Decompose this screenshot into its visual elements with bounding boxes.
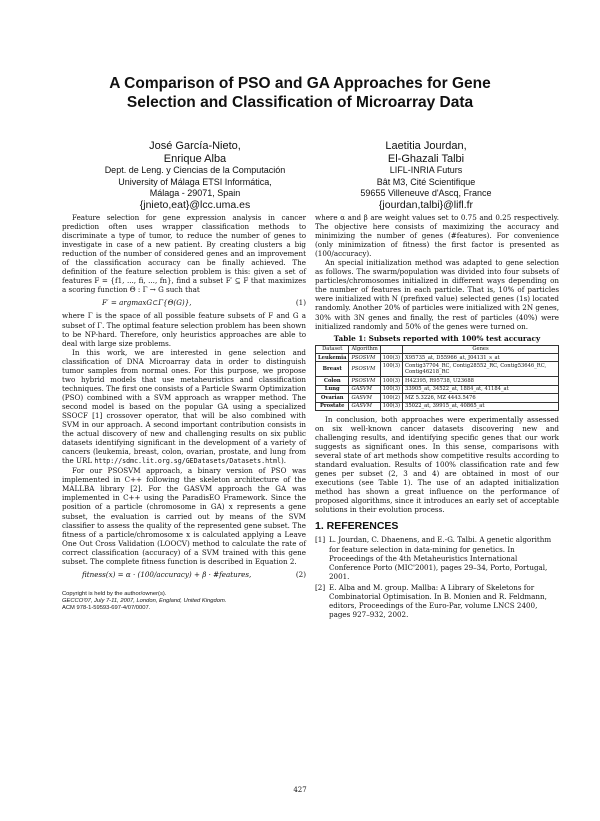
paragraph: where Γ is the space of all possible feature subsets of F and G a subset of Γ. The optimal feature selection problem has been shown to be NP-hard. Therefore, only heuristics approaches are able to deal with large size problems.: [62, 311, 306, 348]
reference-item: [315, 583, 559, 619]
author-affiliation: Bât M3, Cité Scientifique: [376, 176, 476, 187]
equation-number: (1): [295, 298, 306, 308]
paragraph: Feature selection for gene expression analysis in cancer prediction often uses wrapper classification methods to discriminate a type of tumor, to reduce the number of genes to investigate in case of a new patient. By creating clusters a big reduction of the number of considered genes and an improvement of the classification accuracy can be finally achieved. The definition of the feature selection problem is this: given a set of features F = {f1, ..., fi, ..., fn}, find a subset F′ ⊆ F that maximizes a scoring function Θ : Γ → G such that: [62, 213, 306, 295]
paragraph-tail: ).: [280, 456, 287, 466]
algorithm-cell: PSOSVM: [349, 354, 380, 362]
table-caption: Table 1: Subsets reported with 100% test accuracy: [333, 333, 541, 343]
author-address: Málaga - 29071, Spain: [149, 188, 241, 198]
table-row: [316, 402, 559, 410]
algorithm-cell: GASVM: [349, 394, 380, 402]
results-table: [315, 345, 559, 411]
references-heading: 1. REFERENCES: [315, 520, 399, 533]
accuracy-cell: 100(3): [380, 377, 402, 385]
genes-cell: MZ 5.3226, MZ 4443.5476: [403, 394, 559, 402]
footnote-line: Copyright is held by the author/owner(s).: [62, 590, 167, 597]
right-column: [315, 213, 559, 621]
table-row: [316, 377, 559, 385]
reference-item: [315, 535, 559, 580]
dataset-url-link[interactable]: http://sdmc.lit.org.sg/GEDatasets/Datasets.html: [94, 457, 281, 466]
page-number: 427: [293, 786, 307, 794]
table-row: [316, 362, 559, 377]
paragraph: [62, 348, 306, 467]
accuracy-cell: 100(3): [380, 402, 402, 410]
accuracy-cell: 100(2): [380, 394, 402, 402]
genes-cell: Contig37704_RC, Contig28552_RC, Contig53646_RC, Contig46218_RC: [403, 362, 559, 377]
title-line-2: Selection and Classification of Microarray Data: [126, 94, 474, 111]
genes-cell: H42395, R95738, U23688: [403, 377, 559, 385]
table-header-cell: Algorithm: [349, 345, 380, 353]
table-row: [316, 394, 559, 402]
algorithm-cell: GASVM: [349, 402, 380, 410]
author-address: 59655 Villeneuve d'Ascq, France: [360, 188, 492, 198]
table-header-cell: [380, 345, 402, 353]
author-affiliation: University of Málaga ETSI Informática,: [118, 176, 272, 187]
algorithm-cell: PSOSVM: [349, 362, 380, 377]
references-list: [315, 535, 559, 618]
paragraph-text: In this work, we are interested in gene selection and classification of DNA Microarray data in order to distinguish tumor samples from normal ones. For this purpose, we propose two hybrid models that use metaheuristics and classification techniques. The first one consists of a Particle Swarm Optimization (PSO) combined with a SVM approach as wrapper method. The second model is based on the popular GA using a specialized SSOCF [1] crossover operator, that will be also combined with SVM in our approach. A second important contribution consists in the actual discovery of new and challenging results on six public datasets identifying significant in the development of a variety of cancers (leukemia, breast, colon, ovarian, prostate, and lung from the URL: [62, 347, 306, 466]
author-affiliation: Dept. de Leng. y Ciencias de la Computación: [104, 165, 286, 175]
paper-title: [40, 74, 560, 112]
algorithm-cell: PSOSVM: [349, 377, 380, 385]
dataset-cell: Lung: [316, 385, 349, 393]
equation-1: [62, 298, 306, 307]
accuracy-cell: 100(3): [380, 362, 402, 377]
equation-2: [62, 570, 306, 579]
author-email: {jnieto,eat}@lcc.uma.es: [139, 198, 251, 211]
accuracy-cell: 100(3): [380, 354, 402, 362]
author-names: Laetitia Jourdan,: [385, 140, 467, 152]
footnote-line: ACM 978-1-59593-697-4/07/0007.: [62, 604, 151, 611]
author-names: Enrique Alba: [163, 152, 227, 165]
copyright-footnote: [62, 591, 306, 612]
table-header-row: [316, 345, 559, 353]
reference-number: [1]: [315, 535, 326, 545]
footnote-line: GECCO'07, July 7-11, 2007, London, England, United Kingdom.: [62, 597, 227, 604]
table-row: [316, 354, 559, 362]
author-block-left: [80, 140, 310, 211]
reference-text: E. Alba and M. group. Mallba: A Library of Skeletons for Combinatorial Optimisation. In B. Monien and R. Feldmann, editors, Proceedings of the Euro-Par, volume LNCS 2400, pages 927–932, 2002.: [329, 582, 547, 619]
author-block-right: [311, 140, 541, 211]
author-names: José García-Nieto,: [149, 140, 241, 152]
dataset-cell: Colon: [316, 377, 349, 385]
genes-cell: 33905_at, 34522_at, 1884_at, 41184_at: [403, 385, 559, 393]
paragraph: In conclusion, both approaches were experimentally assessed on six well-known cancer datasets discovering new and challenging results, and identifying specific genes that our work suggests as significant ones. In this sense, comparisons with several state of art methods show competitive results according to standard evaluation. Results of 100% classification rate and few genes per subset (2, 3 and 4) are obtained in most of our executions (see Table 1). The use of an adapted initialization method has shown a great influence on the performance of proposed algorithms, since it introduces an early set of acceptable solutions in their evolution process.: [315, 414, 559, 515]
dataset-cell: Leukemia: [316, 354, 349, 362]
left-column: [62, 213, 306, 612]
table-header-cell: Genes: [403, 345, 559, 353]
title-line-1: A Comparison of PSO and GA Approaches for Gene: [109, 75, 491, 92]
algorithm-cell: GASVM: [349, 385, 380, 393]
author-names: El-Ghazali Talbi: [387, 152, 465, 165]
paragraph: For our PSOSVM approach, a binary version of PSO was implemented in C++ following the skeleton architecture of the MALLBA library [2]. For the GASVM approach the GA was implemented in C++ using the ParadisEO Framework. Since the position of a particle (chromosome in GA) x represents a gene subset, the evaluation is carried out by means of the SVM classifier to assess the quality of the represented gene subset. The fitness of a particle/chromosome x is calculated applying a Leave One Out Cross Validation (LOOCV) method to calculate the rate of correct classification (accuracy) of a SVM trained with this gene subset. The complete fitness function is described in Equation 2.: [62, 466, 306, 566]
equation-body: F′ = argmaxG⊂Γ{Θ(G)},: [102, 298, 192, 308]
reference-number: [2]: [315, 582, 326, 592]
dataset-cell: Prostate: [316, 402, 349, 410]
paragraph: An special initialization method was adapted to gene selection as follows. The swarm/population was divided into four subsets of particles/chromosomes initialized in different ways depending on the number of features in each particle. That is, 10% of particles were initialized with N (prefixed value) selected genes (1s) located randomly. Another 20% of particles were initialized with 2N genes, 30% with 3N genes and finally, the rest of particles (40%) were initialized randomly and 50% of the genes were turned on.: [315, 258, 559, 331]
equation-number: (2): [295, 569, 306, 579]
genes-cell: 35022_at, 39915_at, 40865_at: [403, 402, 559, 410]
table-header-cell: Dataset: [316, 345, 349, 353]
dataset-cell: Ovarian: [316, 394, 349, 402]
author-email: {jourdan,talbi}@lifl.fr: [378, 198, 474, 211]
paragraph: where α and β are weight values set to 0.75 and 0.25 respectively. The objective here consists of maximizing the accuracy and minimizing the number of genes (#features). For convenience (only minimization of fitness) the first factor is presented as (100/accuracy).: [315, 213, 559, 259]
dataset-cell: Breast: [316, 362, 349, 377]
table-row: [316, 385, 559, 393]
genes-cell: X95735_at, D55966_at, J04131_s_at: [403, 354, 559, 362]
accuracy-cell: 100(3): [380, 385, 402, 393]
equation-body: fitness(x) = α · (100/accuracy) + β · #features,: [82, 569, 252, 579]
reference-text: L. Jourdan, C. Dhaenens, and E.-G. Talbi. A genetic algorithm for feature selection in data-mining for genetics. In Proceedings of the 4th Metaheuristics International Conference Porto (MIC'2001), pages 29–34, Porto, Portugal, 2001.: [329, 535, 552, 581]
author-affiliation: LIFL-INRIA Futurs: [389, 165, 463, 175]
